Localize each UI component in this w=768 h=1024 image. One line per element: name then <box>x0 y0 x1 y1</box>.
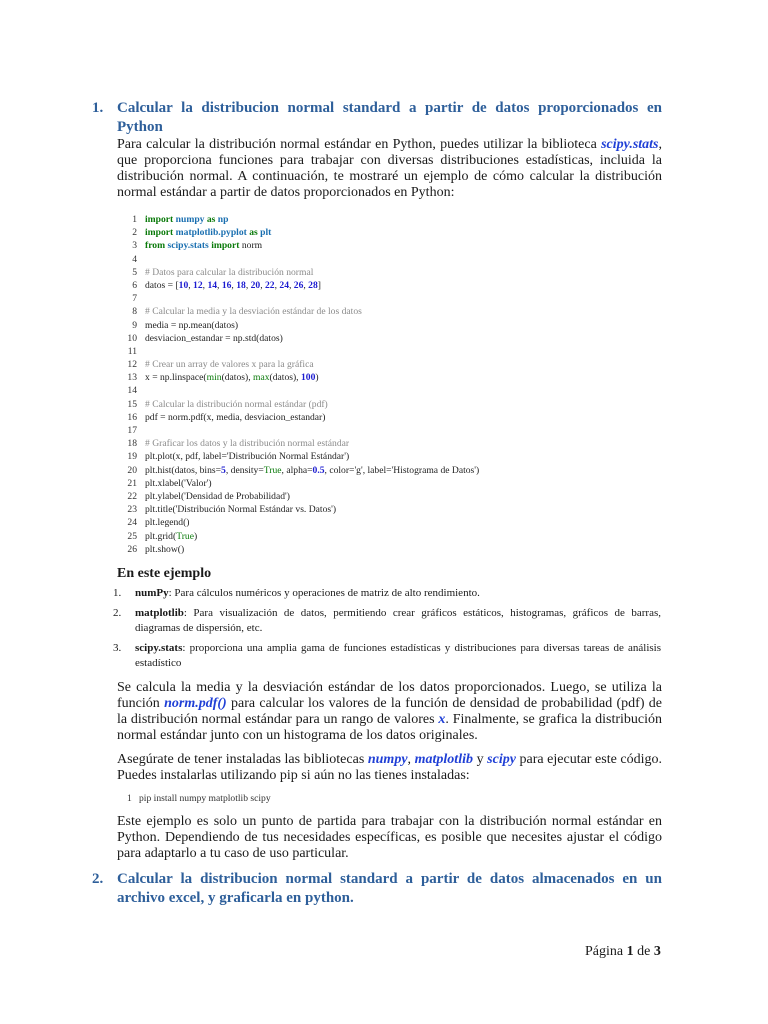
code-line <box>117 279 637 292</box>
code-text <box>145 490 290 503</box>
code-token: , <box>217 279 222 291</box>
section-title: Calcular la distribucion normal standard a partir de datos almacenados en un archivo excel, y graficarla en python. <box>117 871 662 906</box>
code-text <box>145 305 362 318</box>
code-text <box>145 411 325 424</box>
closing-paragraph: Este ejemplo es solo un punto de partida para trabajar con la distribución normal estándar en Python. Dependiendo de tus necesidades específicas, es posible que necesites ajustar el código para adaptarlo a tu caso de uso particular. <box>117 814 662 861</box>
code-token: 12 <box>193 279 203 291</box>
code-token: plt.xlabel('Valor') <box>145 477 212 489</box>
code-line <box>117 411 637 424</box>
code-line <box>117 332 637 345</box>
code-line <box>117 371 637 384</box>
page-total: 3 <box>653 944 661 959</box>
line-number: 6 <box>132 279 137 291</box>
code-line <box>117 305 637 318</box>
code-token: 0.5 <box>312 464 325 476</box>
para-text: para ejecutar este código. Puedes instalarlas utilizando pip si aún no las tienes instaladas: <box>117 752 663 783</box>
pip-command-text: pip install numpy matplotlib scipy <box>139 793 271 804</box>
para-text: para calcular los valores de la función de densidad de probabilidad (pdf) de la distribución normal estándar para un rango de valores <box>117 696 663 727</box>
section-title: Calcular la distribucion normal standard a partir de datos proporcionados en Python <box>117 100 662 135</box>
list-item <box>113 606 661 636</box>
code-block <box>117 213 637 556</box>
line-number: 19 <box>127 451 137 463</box>
line-number: 26 <box>127 543 137 555</box>
code-token: plt.ylabel('Densidad de Probabilidad') <box>145 490 290 502</box>
code-token: 100 <box>300 372 316 384</box>
list-desc: : Para visualización de datos, permitiendo crear gráficos estáticos, histogramas, gráficos de barras, diagramas de dispersión, etc. <box>135 607 661 634</box>
code-text <box>145 358 314 371</box>
code-line <box>117 530 637 543</box>
footer-label: Página <box>585 944 627 959</box>
code-token: , <box>288 279 294 291</box>
pip-command <box>127 793 271 805</box>
code-text <box>145 332 283 345</box>
para-text: Asegúrate de tener instaladas las bibliotecas <box>117 752 368 767</box>
code-token: # Crear un array de valores x para la gráfica <box>145 359 314 371</box>
line-number: 24 <box>127 517 137 529</box>
code-token: plt.plot(x, pdf, label='Distribución Normal Estándar') <box>145 451 350 463</box>
line-number: 2 <box>132 227 137 239</box>
line-number: 14 <box>127 385 137 397</box>
code-token: True <box>263 464 282 476</box>
code-line <box>117 226 637 239</box>
code-token: 20 <box>250 279 261 291</box>
code-token: datos = [ <box>145 279 179 291</box>
keyword-norm-pdf: norm.pdf() <box>164 696 227 711</box>
line-number: 15 <box>127 398 137 410</box>
list-desc: : proporciona una amplia gama de funciones estadísticas y distribuciones para diversas tareas de análisis estadístico <box>135 642 661 669</box>
code-text <box>145 279 321 292</box>
code-line <box>117 437 637 450</box>
intro-paragraph <box>117 137 662 201</box>
code-token: import <box>145 214 176 225</box>
code-token: min <box>206 372 222 384</box>
list-term: scipy.stats <box>135 642 183 654</box>
code-text <box>145 450 349 463</box>
keyword-scipy-stats: scipy.stats <box>601 137 659 152</box>
code-text <box>145 226 271 239</box>
code-line <box>117 253 637 266</box>
code-token: plt.hist(datos, bins= <box>145 464 222 476</box>
code-text <box>145 516 190 529</box>
section-heading-1 <box>92 99 662 137</box>
list-number: 1. <box>113 587 122 599</box>
list-desc: : Para cálculos numéricos y operaciones de matriz de alto rendimiento. <box>168 587 480 599</box>
code-token: import <box>145 227 176 239</box>
code-line <box>117 398 637 411</box>
line-number: 3 <box>132 240 137 252</box>
code-token: (datos), <box>221 372 253 384</box>
line-number: 1 <box>127 793 132 804</box>
code-token: # Graficar los datos y la distribución normal estándar <box>145 438 350 450</box>
code-token: , <box>202 279 208 291</box>
line-number: 23 <box>127 504 137 516</box>
code-token: desviacion_estandar = np.std(datos) <box>145 332 283 344</box>
code-token: numpy <box>175 214 207 225</box>
code-text <box>145 503 336 516</box>
code-line <box>117 292 637 305</box>
code-line <box>117 516 637 529</box>
code-token: norm <box>241 240 263 252</box>
code-token: 5 <box>221 464 226 476</box>
line-number: 9 <box>132 319 137 331</box>
code-text <box>145 239 262 252</box>
code-token: matplotlib.pyplot <box>175 227 250 239</box>
code-line <box>117 477 637 490</box>
line-number: 25 <box>127 530 137 542</box>
code-token: as <box>249 227 261 239</box>
line-number: 5 <box>132 266 137 278</box>
page-footer <box>585 944 661 960</box>
line-number: 12 <box>127 359 137 371</box>
install-paragraph <box>117 752 662 784</box>
code-text <box>145 437 349 450</box>
code-line <box>117 319 637 332</box>
code-line <box>117 424 637 437</box>
code-token: plt.grid( <box>145 530 177 542</box>
code-token: 10 <box>178 279 189 291</box>
list-term: numPy <box>135 587 169 599</box>
separator: y <box>472 752 488 767</box>
line-number: 18 <box>127 438 137 450</box>
code-text <box>145 543 184 556</box>
code-text <box>145 319 238 332</box>
code-token: , <box>231 279 237 291</box>
code-text <box>145 464 479 477</box>
footer-of: de <box>633 944 654 959</box>
line-number: 10 <box>127 332 137 344</box>
code-token: , <box>274 279 280 291</box>
code-token: as <box>206 214 218 225</box>
code-line <box>117 543 637 556</box>
page-number: 1 <box>626 944 634 959</box>
code-token: ] <box>317 279 321 291</box>
line-number: 4 <box>132 253 137 265</box>
code-token: max <box>253 372 270 384</box>
code-token: x = np.linspace( <box>145 372 207 384</box>
line-number: 22 <box>127 490 137 502</box>
code-line <box>117 266 637 279</box>
code-token: , <box>245 279 251 291</box>
list-term: matplotlib <box>135 607 184 619</box>
code-token: plt.title('Distribución Normal Estándar vs. Datos') <box>145 504 337 516</box>
separator: , <box>407 752 415 767</box>
list-number: 2. <box>113 607 122 619</box>
example-heading: En este ejemplo <box>117 566 212 581</box>
code-line <box>117 503 637 516</box>
line-number: 16 <box>127 411 137 423</box>
code-line <box>117 213 637 226</box>
code-token: , density= <box>225 464 264 476</box>
code-token: , alpha= <box>281 464 313 476</box>
line-number: 20 <box>127 464 137 476</box>
line-number: 17 <box>127 425 137 436</box>
code-token: media = np.mean(datos) <box>145 319 239 331</box>
code-text <box>145 266 313 279</box>
code-line <box>117 450 637 463</box>
code-token: # Datos para calcular la distribución normal <box>145 266 314 278</box>
code-text <box>145 477 212 490</box>
code-text <box>145 371 319 384</box>
para-text: . Finalmente, se grafica la distribución normal estándar junto con un histograma de los datos originales. <box>117 712 662 743</box>
code-token: # Calcular la media y la desviación estándar de los datos <box>145 306 362 318</box>
code-token: import <box>211 240 242 252</box>
code-token: , <box>303 279 309 291</box>
para-text: Se calcula la media y la desviación estándar de los datos proporcionados. Luego, se utiliza la función <box>117 680 662 711</box>
code-text <box>145 530 197 543</box>
code-line <box>117 464 637 477</box>
intro-text-rest: , que proporciona funciones para trabajar con diversas distribuciones estadísticas, incluida la distribución normal. A continuación, te mostraré un ejemplo de cómo calcular la distribución normal estándar a partir de datos proporcionados en Python: <box>117 137 662 200</box>
keyword-matplotlib: matplotlib <box>414 752 473 767</box>
list-item <box>113 586 661 601</box>
code-token: 24 <box>279 279 289 291</box>
code-token: plt <box>260 227 272 239</box>
code-token: 28 <box>308 279 318 291</box>
code-token: 14 <box>207 279 218 291</box>
line-number: 13 <box>127 372 137 384</box>
line-number: 11 <box>127 345 137 357</box>
section-heading-2 <box>92 870 662 908</box>
code-token: True <box>176 530 194 542</box>
code-token: , <box>188 279 194 291</box>
section-number: 1. <box>92 100 104 116</box>
code-token: scipy.stats <box>167 240 212 252</box>
code-line <box>117 345 637 358</box>
list-number: 3. <box>113 642 122 654</box>
code-token: (datos), <box>269 372 301 384</box>
line-number: 7 <box>132 293 137 305</box>
code-token: , <box>260 279 265 291</box>
code-token: 26 <box>293 279 304 291</box>
code-token: 18 <box>236 279 246 291</box>
code-token: ) <box>315 372 319 384</box>
code-text <box>145 398 328 411</box>
intro-text: Para calcular la distribución normal estándar en Python, puedes utilizar la biblioteca <box>117 137 602 152</box>
keyword-numpy: numpy <box>367 752 408 767</box>
code-line <box>117 358 637 371</box>
keyword-x: x <box>438 712 446 727</box>
code-token: 16 <box>221 279 232 291</box>
code-line <box>117 490 637 503</box>
code-line <box>117 239 637 252</box>
code-token: from <box>145 240 168 252</box>
code-token: plt.legend() <box>145 517 190 529</box>
code-line <box>117 384 637 397</box>
code-token: pdf = norm.pdf(x, media, desviacion_estandar) <box>145 411 326 423</box>
explanation-paragraph <box>117 680 662 744</box>
list-item <box>113 641 661 671</box>
section-number: 2. <box>92 871 104 887</box>
code-token: np <box>217 214 229 225</box>
code-token: ) <box>193 530 198 542</box>
code-token: plt.show() <box>145 543 185 555</box>
code-token: , color='g', label='Histograma de Datos') <box>324 464 480 476</box>
line-number: 21 <box>127 477 137 489</box>
code-token: # Calcular la distribución normal estándar (pdf) <box>145 398 328 410</box>
code-token: 22 <box>265 279 275 291</box>
keyword-scipy: scipy <box>487 752 516 767</box>
line-number: 8 <box>132 306 137 318</box>
line-number: 1 <box>132 214 137 225</box>
code-text <box>145 213 228 226</box>
